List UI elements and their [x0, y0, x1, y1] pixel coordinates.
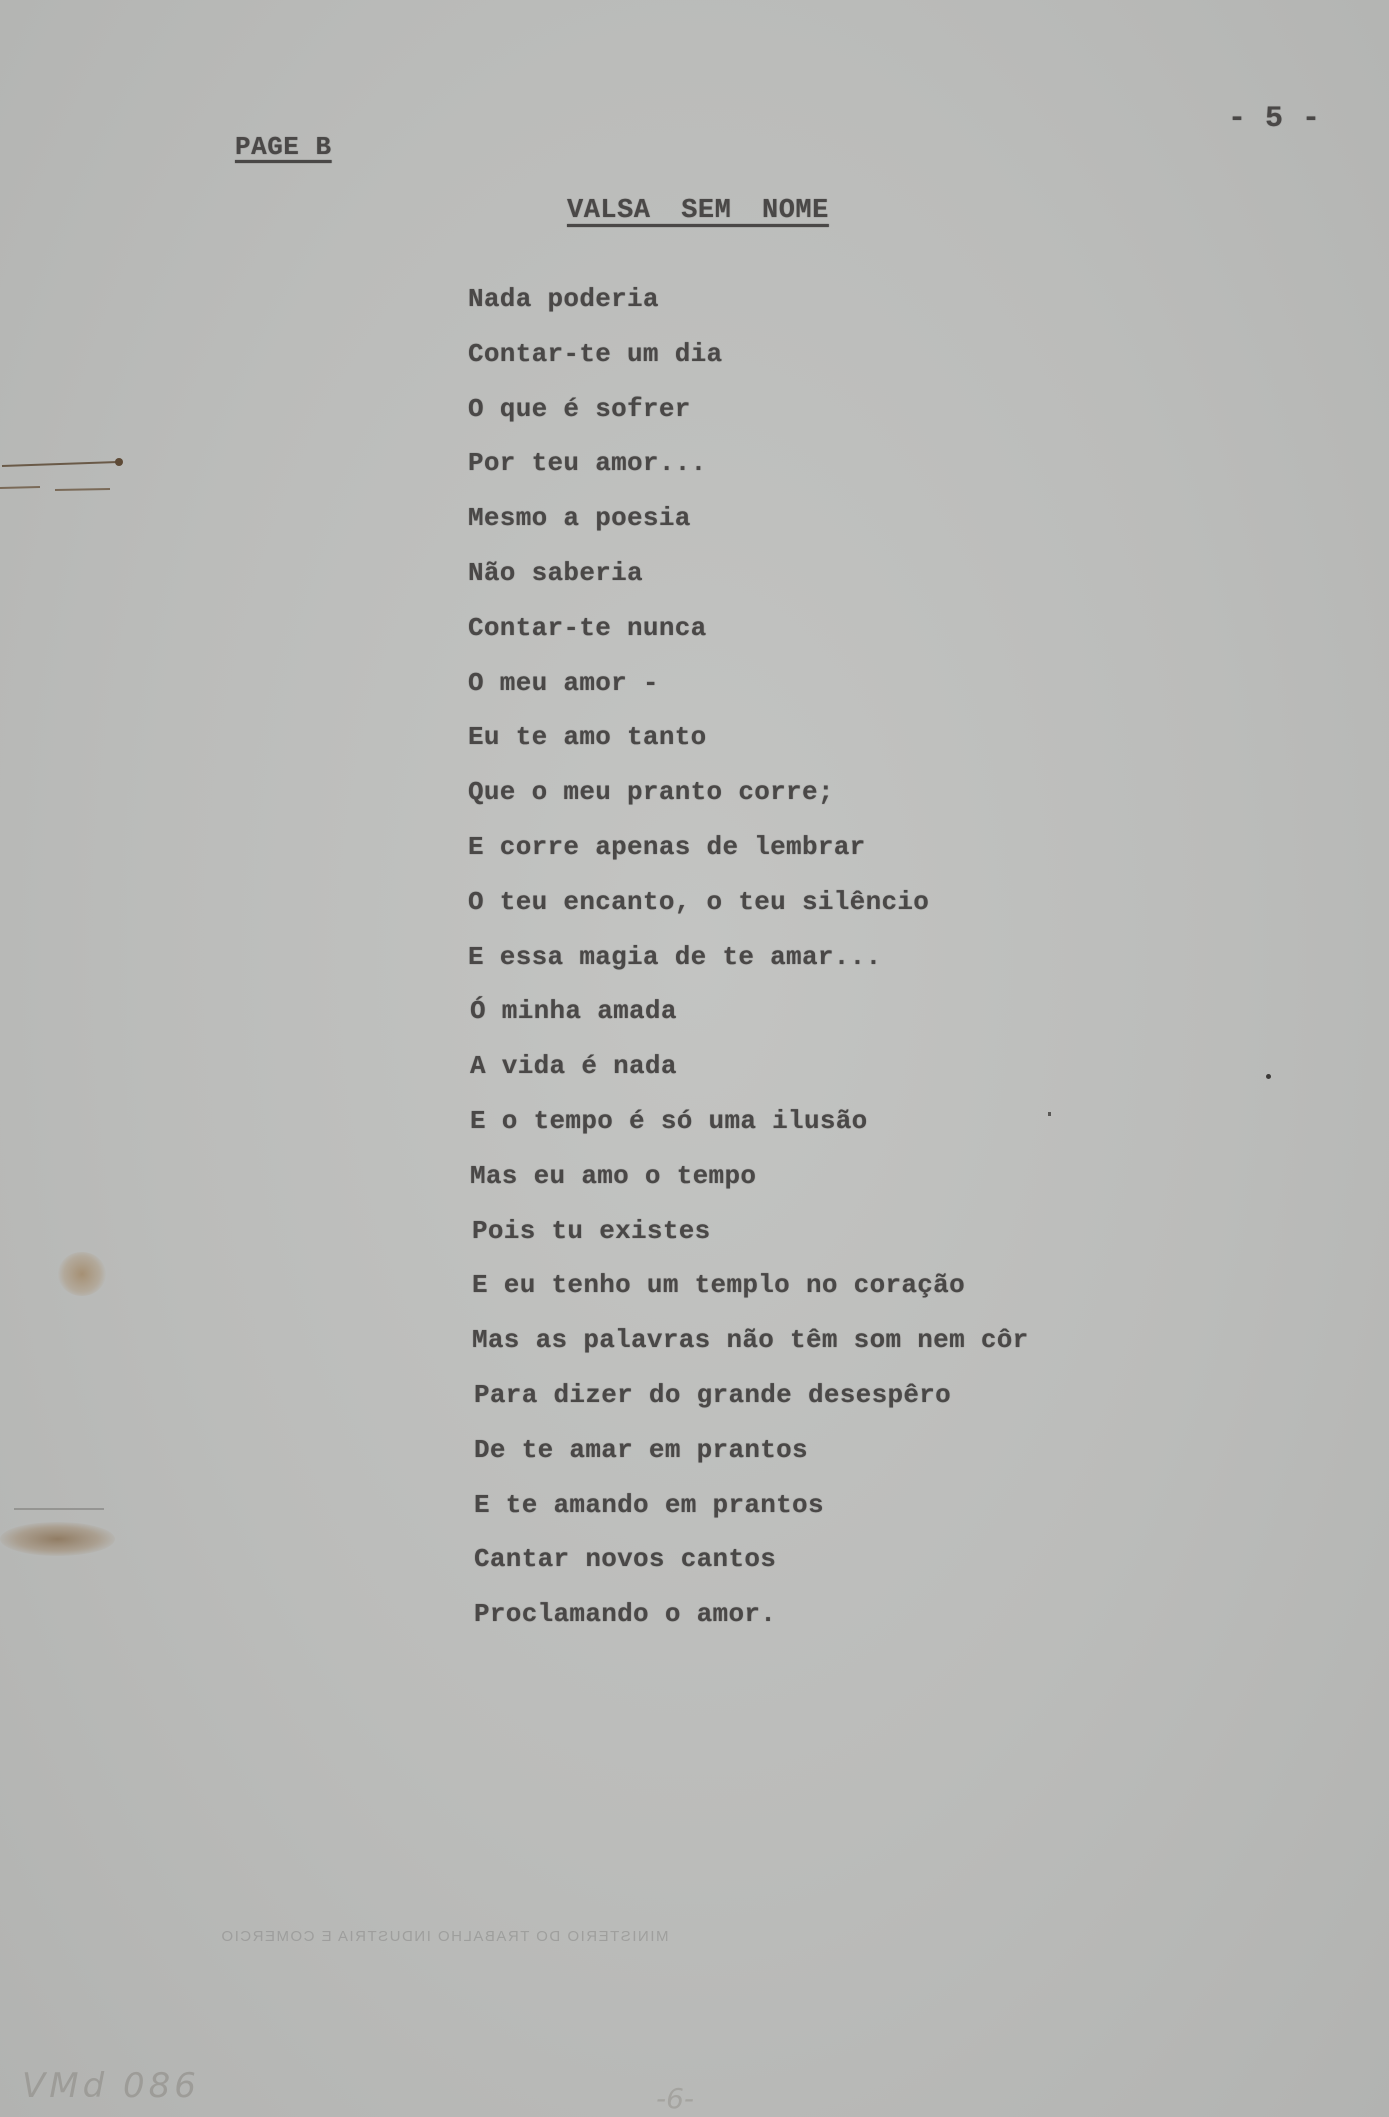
lyric-line: O meu amor - — [468, 667, 659, 698]
lyric-line: Ó minha amada — [470, 996, 677, 1027]
rust-stain — [58, 1252, 106, 1296]
lyric-line: Por teu amor... — [468, 448, 707, 479]
lyric-line: E essa magia de te amar... — [468, 941, 882, 972]
ink-speck — [1048, 1112, 1051, 1116]
lyric-line: Pois tu existes — [472, 1215, 711, 1246]
lyric-line: A vida é nada — [470, 1051, 677, 1082]
lyric-line: Contar-te um dia — [468, 338, 723, 369]
archive-code: VMd 086 — [22, 2066, 200, 2106]
song-title: VALSA SEM NOME — [567, 196, 829, 226]
lyric-line: De te amar em prantos — [474, 1434, 808, 1465]
lyric-line: Cantar novos cantos — [474, 1544, 777, 1575]
lyric-line: E eu tenho um templo no coração — [472, 1270, 965, 1301]
page-number: - 5 - — [1228, 102, 1321, 136]
ink-speck — [1266, 1074, 1271, 1079]
lyric-line: Eu te amo tanto — [468, 722, 707, 753]
lyric-line: Mas as palavras não têm som nem côr — [472, 1325, 1029, 1356]
lyric-line: Contar-te nunca — [468, 612, 707, 643]
rust-stain — [0, 1522, 115, 1556]
lyric-line: Para dizer do grande desespêro — [474, 1379, 952, 1410]
lyric-line: O que é sofrer — [468, 393, 691, 424]
ink-scratch-line — [14, 1508, 104, 1510]
lyric-line: Proclamando o amor. — [474, 1599, 777, 1630]
lyric-line: Mas eu amo o tempo — [470, 1160, 757, 1191]
watermark-text: MINISTERIO DO TRABALHO INDUSTRIA E COMERCIO — [220, 1928, 669, 1945]
lyric-line: Mesmo a poesia — [468, 503, 691, 534]
ink-scratch-mark — [0, 452, 125, 498]
lyrics-list — [468, 284, 1029, 1654]
footer-page-number: -6- — [656, 2082, 695, 2115]
lyric-line: Nada poderia — [468, 284, 659, 314]
lyric-line: Não saberia — [468, 557, 643, 588]
lyric-line: O teu encanto, o teu silêncio — [468, 886, 930, 917]
lyric-line: Que o meu pranto corre; — [468, 777, 834, 808]
lyric-line: E o tempo é só uma ilusão — [470, 1105, 868, 1136]
lyric-line: E te amando em prantos — [474, 1489, 824, 1520]
lyric-line: E corre apenas de lembrar — [468, 831, 866, 862]
page-label: PAGE B — [235, 132, 332, 162]
